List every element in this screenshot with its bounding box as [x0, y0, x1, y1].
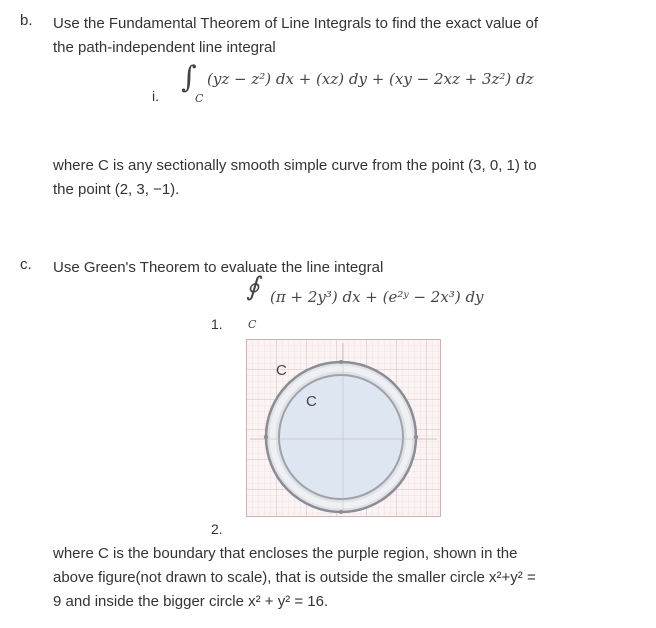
- inner-circle: [279, 375, 403, 499]
- part-b-label: b.: [20, 12, 33, 29]
- part-b-where-line1: where C is any sectionally smooth simple curve from the point (3, 0, 1) to: [53, 157, 537, 174]
- part-c-item2-label: 2.: [211, 521, 223, 537]
- part-c-label: c.: [20, 256, 32, 273]
- part-b-item-label: i.: [152, 88, 159, 104]
- part-c-integral-subscript: C: [248, 318, 257, 331]
- part-c-where-line1: where C is the boundary that encloses the purple region, shown in the: [53, 545, 518, 562]
- part-c-item1-label: 1.: [211, 316, 223, 332]
- part-b-prompt-line1: Use the Fundamental Theorem of Line Integrals to find the exact value of: [53, 15, 539, 32]
- inner-curve-label: C: [306, 393, 317, 410]
- left-marker: [264, 435, 268, 439]
- part-c-prompt: Use Green's Theorem to evaluate the line integral: [53, 259, 384, 276]
- part-c-where-line3: 9 and inside the bigger circle x² + y² = 16.: [53, 593, 329, 610]
- top-marker: [339, 360, 343, 364]
- integral-sign: ∫: [181, 60, 197, 95]
- part-b-where-line2: the point (2, 3, −1).: [53, 181, 180, 198]
- contour-integral-sign: ∮: [246, 272, 260, 302]
- part-c-where-line2: above figure(not drawn to scale), that is outside the smaller circle x²+y² =: [53, 569, 536, 586]
- part-b-integrand: (yz − z²) dx + (xz) dy + (xy − 2xz + 3z²) dz: [207, 70, 534, 88]
- bottom-marker: [339, 510, 343, 514]
- part-b-prompt-line2: the path-independent line integral: [53, 39, 276, 56]
- part-c-integrand: (π + 2y³) dx + (e²ʸ − 2x³) dy: [270, 288, 484, 306]
- outer-curve-label: C: [276, 362, 287, 379]
- right-marker: [414, 435, 418, 439]
- part-b-integral-subscript: C: [195, 92, 204, 105]
